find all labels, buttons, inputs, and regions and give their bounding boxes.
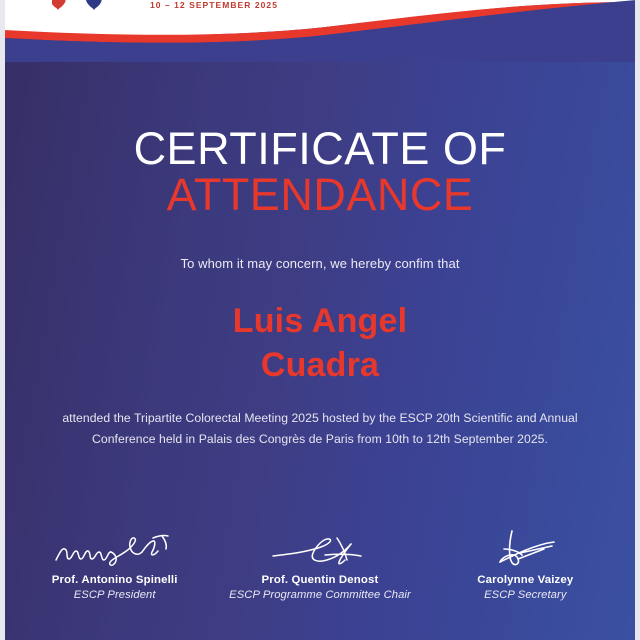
handwritten-signature-icon	[16, 528, 213, 572]
signature-block-programme-chair	[217, 528, 422, 601]
page-edge-left	[0, 0, 5, 640]
handwritten-signature-icon	[221, 528, 418, 572]
header-date-range: 10 – 12 SEPTEMBER 2025	[150, 0, 278, 10]
body-text: attended the Tripartite Colorectal Meeting 2025 hosted by the ESCP 20th Scientific and Annual Conference held in Palais des Congrès de Paris from 10th to 12th September 2025.	[62, 411, 578, 447]
signatory-name: Prof. Antonino Spinelli	[51, 574, 178, 586]
signatory-role: ESCP Secretary	[484, 589, 567, 601]
handwritten-signature-icon	[427, 528, 624, 572]
signature-row	[12, 528, 628, 624]
recipient-name-line1: Luis Angel	[232, 302, 408, 340]
signature-block-president	[12, 528, 217, 601]
signatory-role: ESCP Programme Committee Chair	[229, 589, 411, 601]
recipient-name-line2: Cuadra	[260, 345, 380, 384]
signatory-role: ESCP President	[73, 589, 156, 601]
signature-block-secretary	[423, 528, 628, 601]
signatory-name: Carolynne Vaizey	[477, 574, 574, 586]
page-edge-right	[635, 0, 640, 640]
certificate-content	[4, 0, 636, 640]
recipient-name	[4, 300, 636, 387]
intro-text: To whom it may concern, we hereby confim that	[180, 256, 460, 271]
page-title-line2: ATTENDANCE	[166, 169, 474, 220]
signatory-name: Prof. Quentin Denost	[261, 574, 379, 586]
page-title-line1: CERTIFICATE OF	[133, 123, 507, 174]
